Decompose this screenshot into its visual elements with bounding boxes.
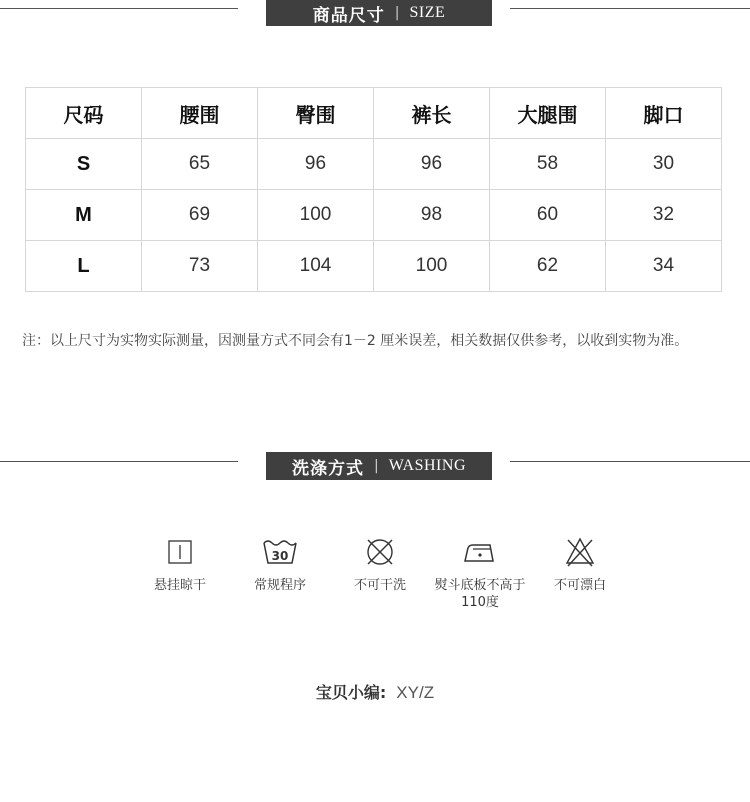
table-cell: 32 xyxy=(606,190,722,241)
washing-title-cn: 洗涤方式 xyxy=(292,458,364,479)
care-label: 悬挂晾干 xyxy=(153,578,206,593)
hang-dry-icon xyxy=(163,535,197,569)
size-title-en: SIZE xyxy=(409,4,446,21)
table-cell: 100 xyxy=(374,241,490,292)
header-rule-left xyxy=(0,8,238,9)
table-cell: 34 xyxy=(606,241,722,292)
table-cell: 65 xyxy=(142,139,258,190)
header-rule-right xyxy=(510,8,750,9)
size-section-header xyxy=(0,0,750,28)
table-cell: 69 xyxy=(142,190,258,241)
care-item-wash-30 xyxy=(225,535,335,594)
no-dry-clean-icon xyxy=(363,535,397,569)
header-rule-right xyxy=(510,461,750,462)
size-label-cell: L xyxy=(26,241,142,292)
product-code-label: 宝贝小编: xyxy=(315,683,387,702)
table-header-row xyxy=(26,88,722,139)
table-cell: 96 xyxy=(258,139,374,190)
care-item-no-dry-clean xyxy=(325,535,435,594)
care-label: 不可漂白 xyxy=(553,578,606,593)
care-label: 不可干洗 xyxy=(353,578,406,593)
size-label-cell: M xyxy=(26,190,142,241)
washing-section-header xyxy=(0,452,750,480)
product-code-value: XY/Z xyxy=(396,683,435,702)
header-hem: 脚口 xyxy=(606,88,722,139)
header-rule-left xyxy=(0,461,238,462)
no-bleach-icon xyxy=(563,535,597,569)
care-item-iron-low xyxy=(425,535,535,611)
care-instructions xyxy=(125,535,625,635)
size-table xyxy=(25,87,722,292)
care-item-no-bleach xyxy=(525,535,635,594)
size-title-cn: 商品尺寸 xyxy=(312,5,385,26)
table-cell: 98 xyxy=(374,190,490,241)
header-length: 裤长 xyxy=(374,88,490,139)
table-cell: 58 xyxy=(490,139,606,190)
table-cell: 73 xyxy=(142,241,258,292)
table-cell: 62 xyxy=(490,241,606,292)
measurement-note: 注：以上尺寸为实物实际测量，因测量方式不同会有1－2 厘米误差，相关数据仅供参考，以收到实物为准。 xyxy=(22,333,689,349)
table-row xyxy=(26,190,722,241)
iron-low-icon xyxy=(462,535,498,569)
table-cell: 30 xyxy=(606,139,722,190)
wash-30-icon xyxy=(262,535,298,569)
table-cell: 60 xyxy=(490,190,606,241)
table-cell: 96 xyxy=(374,139,490,190)
care-label: 熨斗底板不高于110度 xyxy=(434,578,526,610)
washing-title-en: WASHING xyxy=(388,457,466,474)
title-separator: | xyxy=(394,5,400,21)
table-row xyxy=(26,139,722,190)
header-size: 尺码 xyxy=(26,88,142,139)
washing-title-badge xyxy=(266,452,492,480)
header-thigh: 大腿围 xyxy=(490,88,606,139)
title-separator: | xyxy=(374,458,379,474)
wash-temperature: 30 xyxy=(271,549,289,563)
care-item-hang-dry xyxy=(125,535,235,594)
header-hip: 臀围 xyxy=(258,88,374,139)
table-cell: 100 xyxy=(258,190,374,241)
header-waist: 腰围 xyxy=(142,88,258,139)
care-label: 常规程序 xyxy=(253,578,306,593)
table-row xyxy=(26,241,722,292)
size-title-badge xyxy=(266,0,492,26)
product-code xyxy=(0,680,750,703)
table-cell: 104 xyxy=(258,241,374,292)
size-label-cell: S xyxy=(26,139,142,190)
